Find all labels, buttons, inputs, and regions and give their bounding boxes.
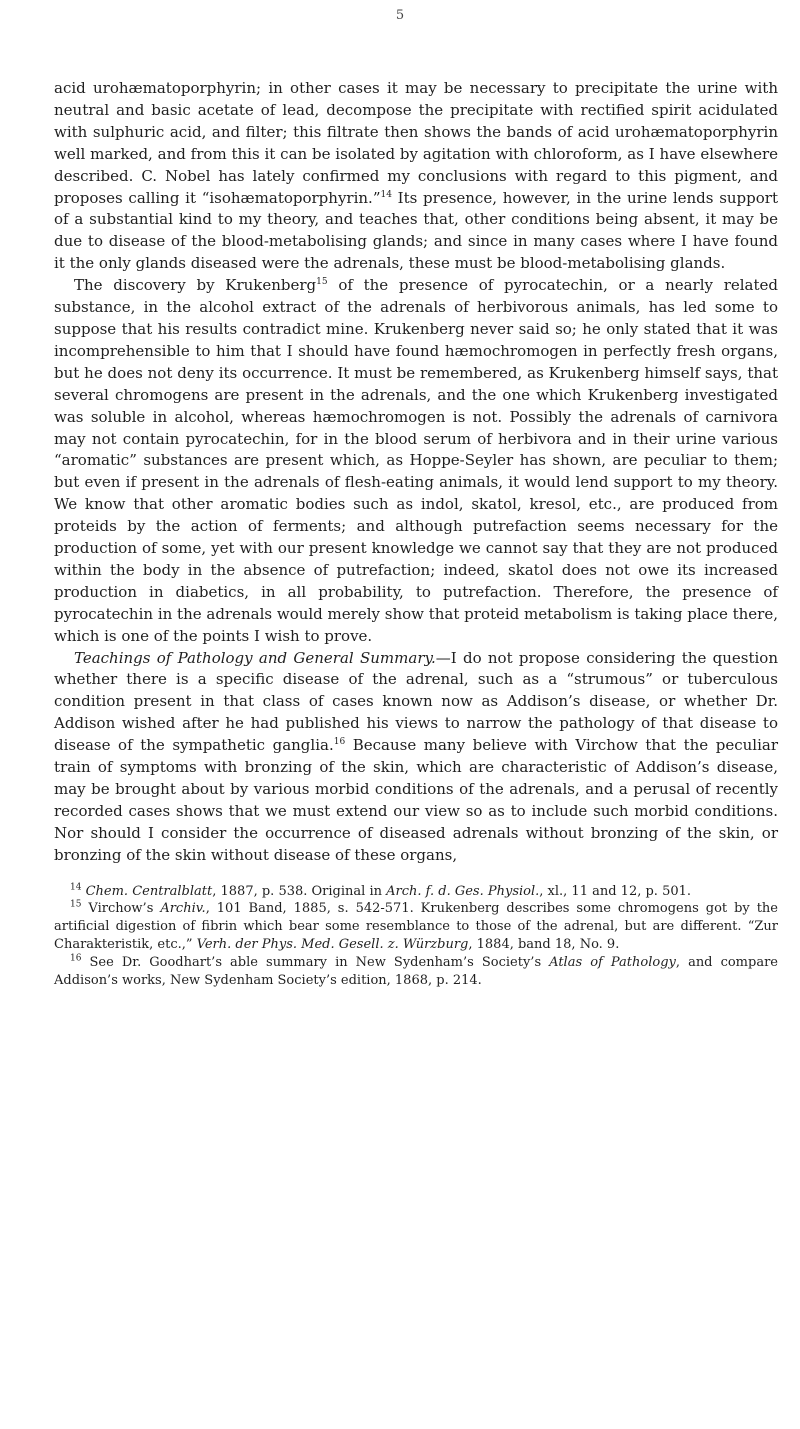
footnote-ref-15[interactable]: 15 (316, 277, 328, 288)
footnote-14-number: 14 (70, 882, 82, 893)
footnote-16-text: See Dr. Goodhart’s able summary in New Sydenham’s Society’s (89, 954, 550, 970)
page-number: 5 (395, 8, 405, 23)
paragraph-3-text-b: Because many believe with Virchow that the peculiar train of symptoms with bronzing of the skin, which are characteristic of Addison’s disease, may be brought about by various morbid conditions of the adrenals, and a perusal of recently recorded cases shows that we must extend our view so as to include such morbid conditions. Nor should I consider the occurrence of diseased adrenals without bronzing of the skin, or bronzing of the skin without disease of these organs, (54, 736, 778, 864)
footnote-15 (54, 900, 778, 953)
paragraph-2 (54, 275, 778, 647)
paragraph-3 (54, 648, 778, 867)
footnote-16-number: 16 (70, 953, 82, 964)
footnote-14-source: Arch. f. d. Ges. Physiol. (386, 883, 540, 899)
section-heading: Teachings of Pathology and General Summary. (74, 648, 436, 667)
footnote-15-text: , 101 Band, 1885, s. 542-571. Krukenberg describes some chromogens got by the artificial digestion of fibrin which bear some resemblance to those of the adrenal, but are different. “Zur Charakteristik, etc.,” (54, 901, 778, 953)
paragraph-2-text-b: of the presence of pyrocatechin, or a nearly related substance, in the alcohol extract of the adrenals of herbivorous animals, has led some to suppose that his results contradict mine. Krukenberg never said so; he only stated that it was incomprehensible to him that I should have found hæmochromogen in perfectly fresh organs, but he does not deny its occurrence. It must be remembered, as Krukenberg himself says, that several chromogens are present in the adrenals, and the one which Krukenberg investigated was soluble in alcohol, whereas hæmochromogen is not. Possibly the adrenals of carnivora may not contain pyrocatechin, for in the blood serum of herbivora and in their urine various “aromatic” substances are present which, as Hoppe-Seyler has shown, are peculiar to them; but even if present in the adrenals of flesh-eating animals, it would lend support to my theory. We know that other aromatic bodies such as indol, skatol, kresol, etc., are produced from proteids by the action of ferments; and although putrefaction seems necessary for the production of some, yet with our present knowledge we cannot say that they are not produced within the body in the absence of putrefaction; indeed, skatol does not owe its increased production in diabetics, in all probability, to putrefaction. Therefore, the presence of pyrocatechin in the adrenals would merely show that proteid metabolism is taking place there, which is one of the points I wish to prove. (54, 276, 778, 645)
footnote-15-journal: Archiv. (160, 901, 206, 917)
paragraph-2-text-a: The discovery by Krukenberg (74, 276, 317, 295)
footnote-15-source: Verh. der Phys. Med. Gesell. z. Würzburg (196, 937, 469, 953)
footnote-16-title: Atlas of Pathology (549, 954, 676, 970)
footnote-15-text-end: , 1884, band 18, No. 9. (468, 937, 620, 953)
footnote-15-number: 15 (70, 900, 82, 911)
footnote-16-text-end: , and compare Addison’s works, New Sydenham Society’s edition, 1868, p. 214. (54, 954, 778, 988)
paragraph-1-text: acid urohæmatoporphyrin; in other cases it may be necessary to precipitate the urine with neutral and basic acetate of lead, decompose the precipitate with rectified spirit acidulated with sulphuric acid, and filter; this filtrate then shows the bands of acid urohæmatoporphyrin well marked, and from this it can be isolated by agitation with chloroform, as I have elsewhere described. C. Nobel has lately confirmed my conclusions with regard to this pigment, and proposes calling it “isohæmatoporphyrin.” (54, 79, 778, 207)
footnote-15-author: Virchow’s (88, 901, 161, 917)
footnote-14 (54, 883, 778, 901)
footnote-14-journal: Chem. Centralblatt (85, 883, 213, 899)
footnote-14-text-end: , xl., 11 and 12, p. 501. (539, 883, 692, 899)
footnote-ref-14[interactable]: 14 (380, 189, 392, 200)
footnote-ref-16[interactable]: 16 (333, 737, 346, 748)
footnote-16 (54, 954, 778, 990)
paragraph-3-text-a: —I do not propose considering the question whether there is a specific disease of the adrenal, such as a “strumous” or tuberculous condition present in that class of cases known now as Addison’s disease, or whether Dr. Addison wished after he had published his views to narrow the pathology of that disease to disease of the sympathetic ganglia. (54, 648, 778, 755)
footnotes (54, 883, 778, 990)
paragraph-1-continued: Its presence, however, in the urine lends support of a substantial kind to my theory, and teaches that, other conditions being absent, it may be due to disease of the blood-metabolising glands; and since in many cases where I have found it the only glands diseased were the adrenals, these must be blood-metabolising glands. (54, 188, 778, 273)
footnote-14-text: , 1887, p. 538. Original in (212, 883, 387, 899)
paragraph-1 (54, 78, 778, 275)
